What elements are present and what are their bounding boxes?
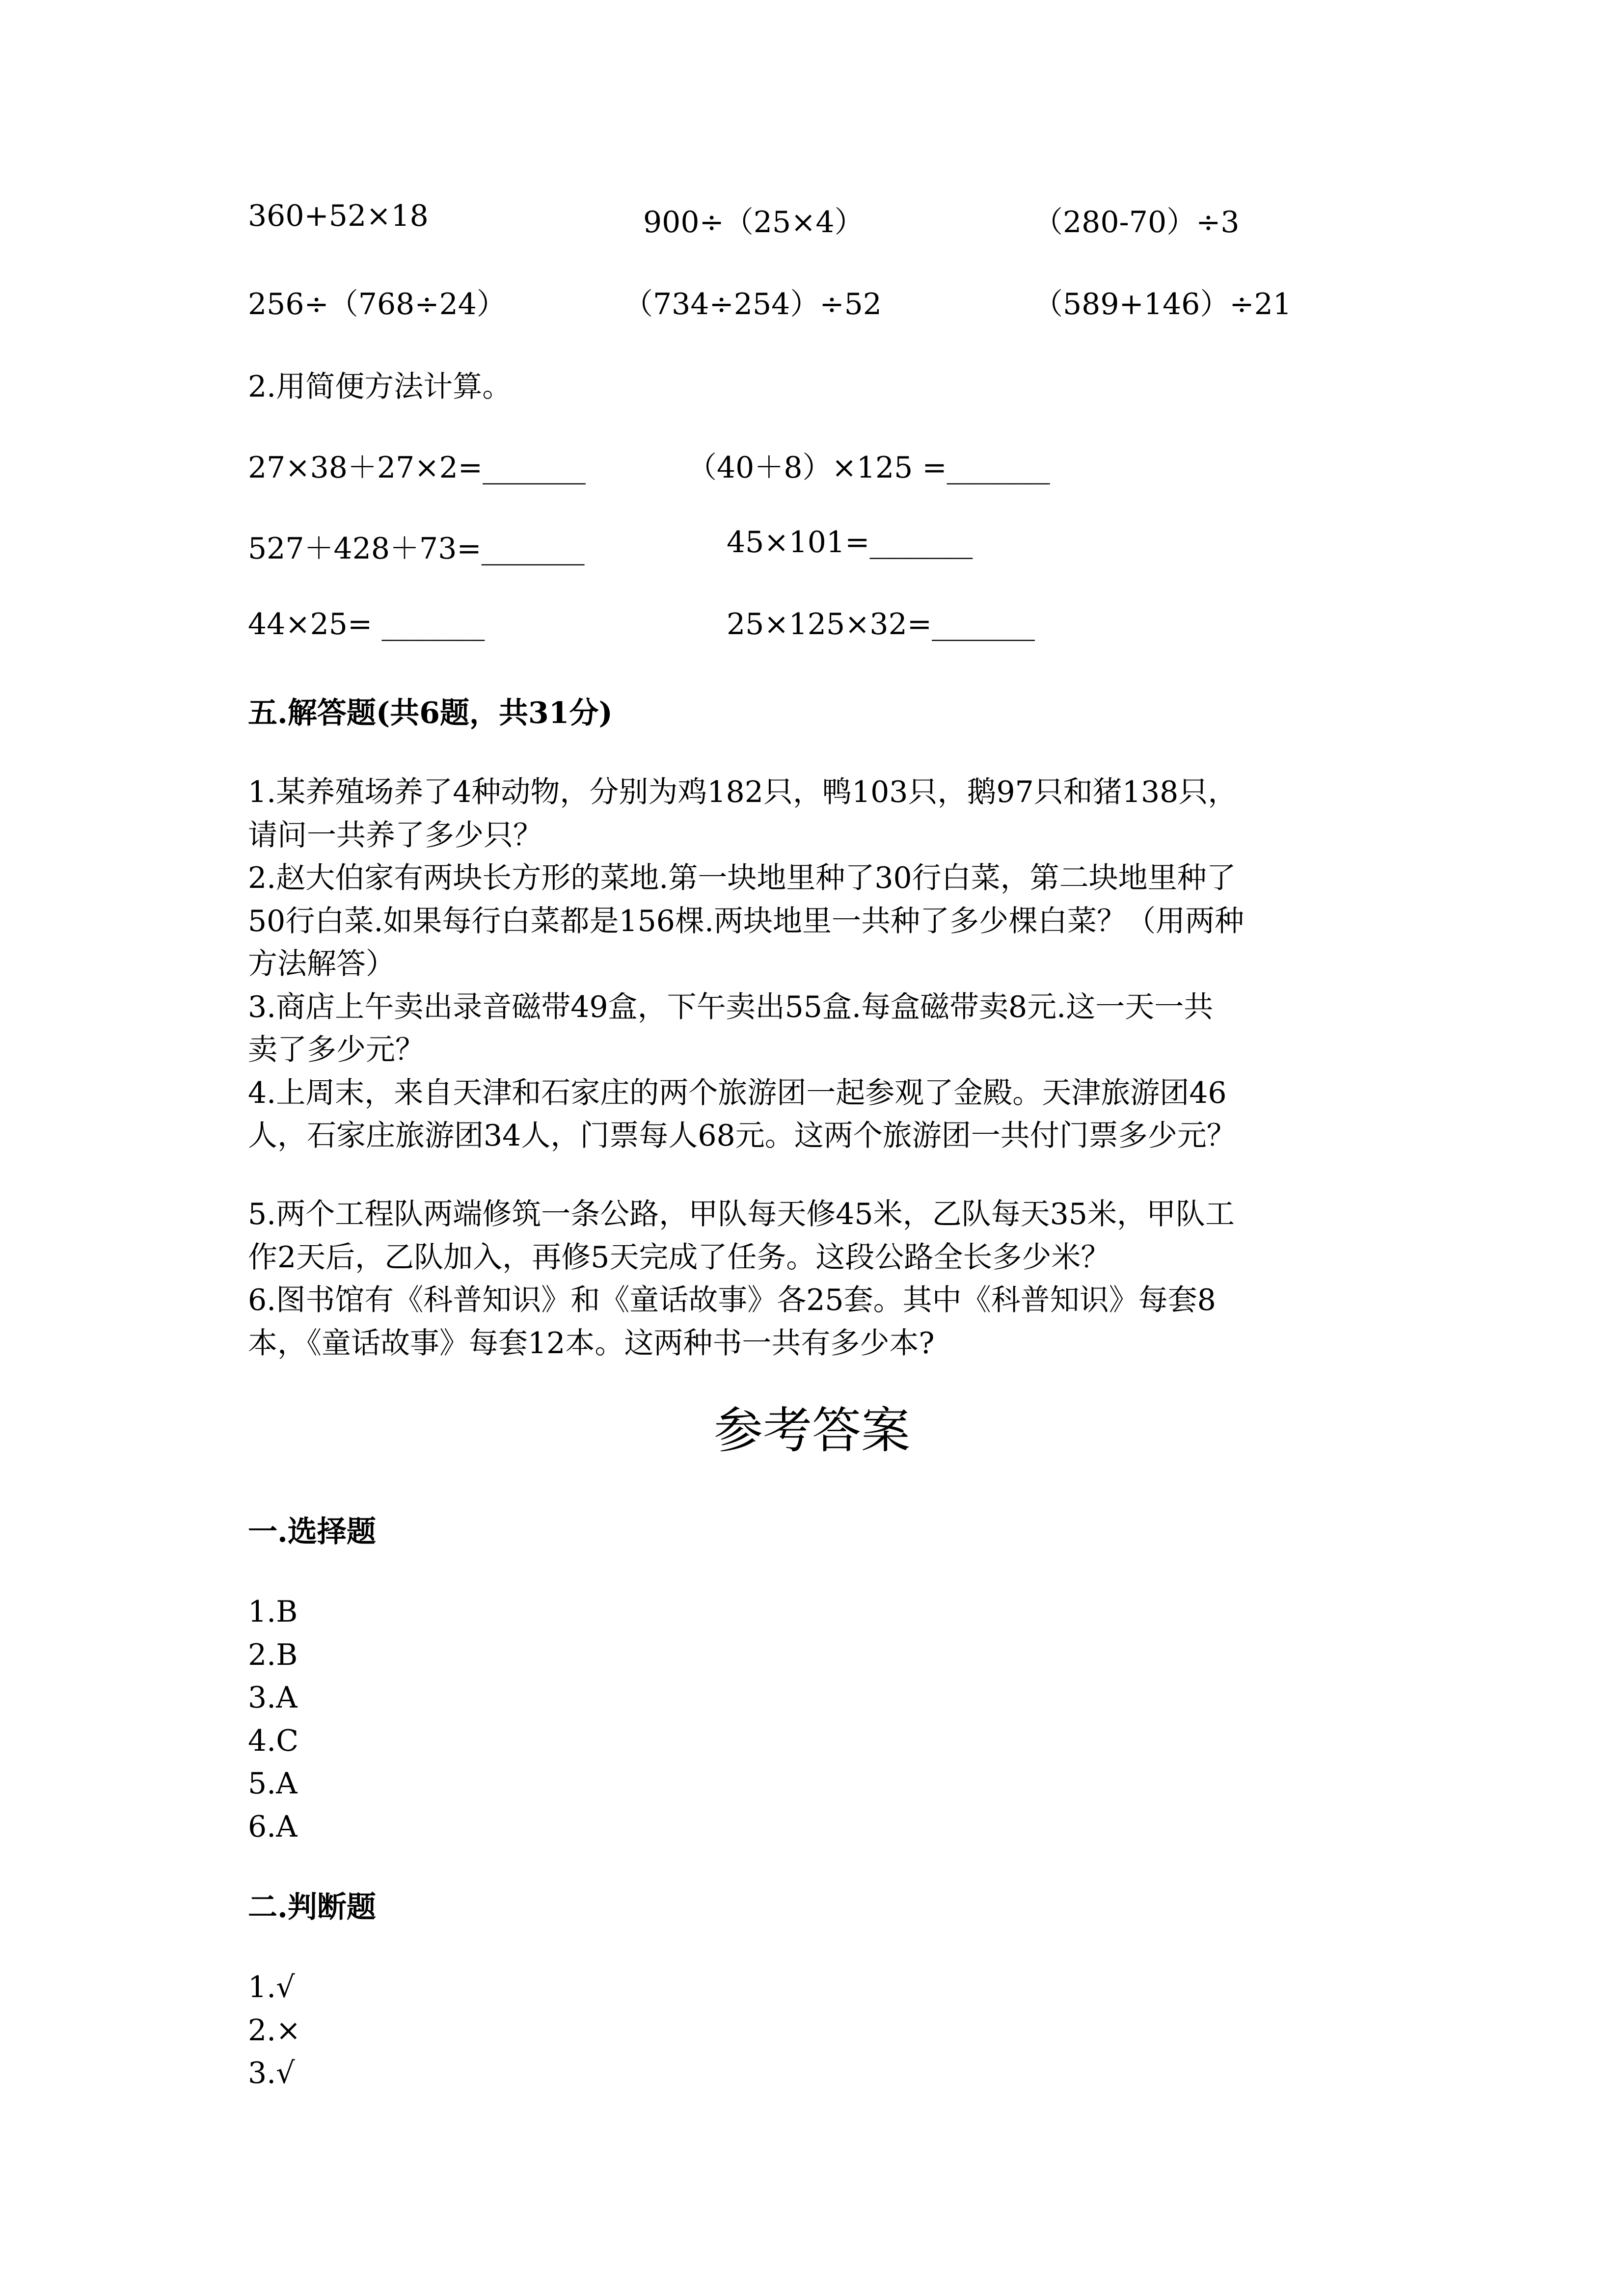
problem-line: 作2天后，乙队加入，再修5天完成了任务。这段公路全长多少米？ [248, 1240, 1110, 1275]
calc-item: 900÷（25×4） [643, 205, 864, 240]
answers-title: 参考答案 [714, 1402, 910, 1459]
problem-line: 5.两个工程队两端修筑一条公路，甲队每天修45米，乙队每天35米，甲队工 [248, 1197, 1235, 1231]
problem-line: 方法解答） [248, 947, 395, 981]
simple-item: （40＋8）×125 =_______ [687, 451, 1050, 485]
answer-item: 1.B [248, 1595, 298, 1629]
answer-item: 5.A [248, 1766, 298, 1801]
problem-line: 卖了多少元？ [248, 1033, 425, 1067]
problem-line: 6.图书馆有《科普知识》和《童话故事》各25套。其中《科普知识》每套8 [248, 1283, 1216, 1317]
problem-line: 4.上周末，来自天津和石家庄的两个旅游团一起参观了金殿。天津旅游团46 [248, 1076, 1227, 1110]
problem-line: 50行白菜.如果每行白菜都是156棵.两块地里一共种了多少棵白菜？（用两种 [248, 904, 1245, 938]
section-5-title: 五.解答题(共6题，共31分) [248, 696, 613, 730]
section-2-title: 二.判断题 [248, 1890, 376, 1924]
problem-line: 3.商店上午卖出录音磁带49盒，下午卖出55盒.每盒磁带卖8元.这一天一共 [248, 990, 1214, 1024]
answer-item: 2.B [248, 1638, 298, 1672]
problem-line: 人，石家庄旅游团34人，门票每人68元。这两个旅游团一共付门票多少元？ [248, 1119, 1236, 1153]
simple-item: 45×101=_______ [727, 525, 973, 560]
answer-item: 3.A [248, 1681, 298, 1715]
answer-item: 4.C [248, 1724, 299, 1758]
simple-item: 27×38＋27×2=_______ [248, 451, 586, 485]
simple-item: 44×25= _______ [248, 607, 485, 641]
simple-item: 527＋428＋73=_______ [248, 532, 585, 566]
problem-line: 请问一共养了多少只？ [248, 818, 542, 853]
calc-item: 360+52×18 [248, 199, 429, 233]
answer-item: 6.A [248, 1810, 298, 1844]
simple-method-title: 2.用简便方法计算。 [248, 370, 512, 404]
problem-line: 1.某养殖场养了4种动物，分别为鸡182只，鸭103只，鹅97只和猪138只， [248, 775, 1238, 809]
problem-line: 本，《童话故事》每套12本。这两种书一共有多少本? [248, 1326, 935, 1361]
calc-item: （280-70）÷3 [1033, 205, 1240, 240]
answer-item: 3.√ [248, 2056, 295, 2090]
section-1-title: 一.选择题 [248, 1515, 376, 1549]
calc-item: （589+146）÷21 [1033, 287, 1292, 321]
answer-item: 2.× [248, 2013, 301, 2048]
calc-item: （734÷254）÷52 [623, 287, 882, 321]
calc-item: 256÷（768÷24） [248, 287, 506, 321]
simple-item: 25×125×32=_______ [727, 607, 1035, 641]
problem-line: 2.赵大伯家有两块长方形的菜地.第一块地里种了30行白菜，第二块地里种了 [248, 861, 1236, 895]
answer-item: 1.√ [248, 1970, 295, 2004]
